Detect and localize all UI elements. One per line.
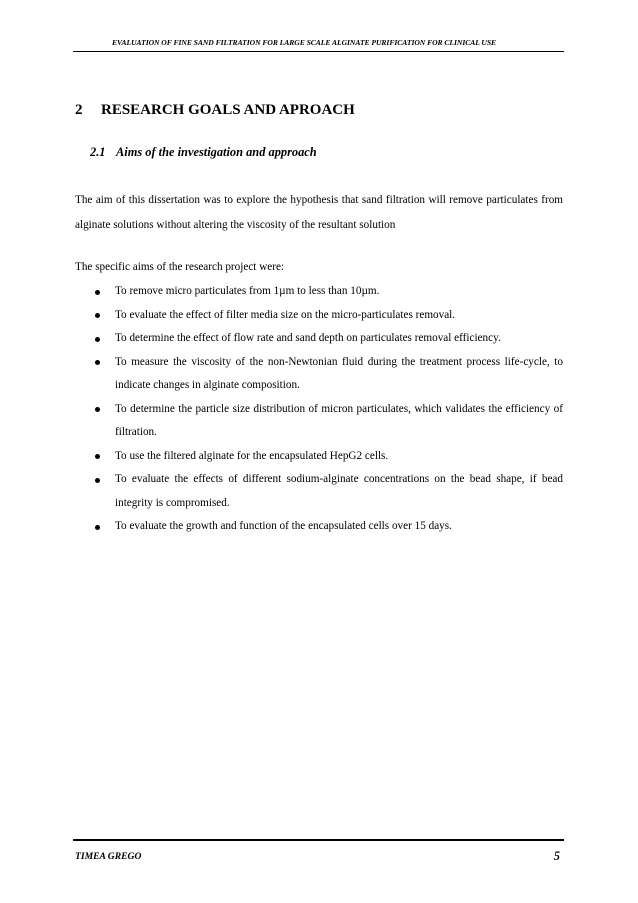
list-item-text: To determine the particle size distribution of micron particulates, which validates the efficiency of filtration. xyxy=(115,402,563,438)
bullet-icon xyxy=(95,454,100,459)
list-item-text: To use the filtered alginate for the encapsulated HepG2 cells. xyxy=(115,449,389,462)
bullet-icon xyxy=(95,290,100,295)
list-item-text: To determine the effect of flow rate and sand depth on particulates removal efficiency. xyxy=(115,332,501,344)
list-item-text: To evaluate the growth and function of the encapsulated cells over 15 days. xyxy=(115,520,452,532)
bullet-icon xyxy=(95,478,100,483)
page-number: 5 xyxy=(553,849,560,863)
intro-paragraph: The aim of this dissertation was to explore the hypothesis that sand filtration will remove particulates from alginate solutions without altering the viscosity of the resultant solution xyxy=(75,194,563,231)
list-item xyxy=(75,445,563,469)
list-item xyxy=(75,280,563,304)
bullet-icon xyxy=(95,313,100,318)
running-header: EVALUATION OF FINE SAND FILTRATION FOR LARGE SCALE ALGINATE PURIFICATION FOR CLINICAL USE xyxy=(112,38,497,47)
section-number: 2.1 xyxy=(90,145,106,159)
list-item xyxy=(75,304,563,328)
list-item-text: To evaluate the effects of different sodium-alginate concentrations on the bead shape, if bead integrity is compromised. xyxy=(115,473,563,509)
list-item xyxy=(75,468,563,515)
aims-label: The specific aims of the research project were: xyxy=(75,261,285,273)
bullet-icon xyxy=(95,337,100,342)
footer-author: TIMEA GREGO xyxy=(75,851,142,862)
bullet-icon xyxy=(95,525,100,530)
chapter-number: 2 xyxy=(75,102,83,118)
list-item xyxy=(75,515,563,539)
header-divider xyxy=(73,51,564,52)
aims-list xyxy=(75,280,563,539)
chapter-title: RESEARCH GOALS AND APROACH xyxy=(101,102,355,118)
list-item-text: To remove micro particulates from 1µm to less than 10µm. xyxy=(115,285,380,297)
list-item xyxy=(75,398,563,445)
section-title: Aims of the investigation and approach xyxy=(116,145,317,159)
section-heading xyxy=(90,145,317,160)
list-item-text: To evaluate the effect of filter media size on the micro-particulates removal. xyxy=(115,308,456,321)
list-item xyxy=(75,327,563,351)
bullet-icon xyxy=(95,407,100,412)
list-item-text: To measure the viscosity of the non-Newtonian fluid during the treatment process life-cycle, to indicate changes in alginate composition. xyxy=(115,355,563,391)
bullet-icon xyxy=(95,360,100,365)
chapter-heading xyxy=(75,102,355,119)
footer-divider xyxy=(73,839,564,841)
list-item xyxy=(75,351,563,398)
